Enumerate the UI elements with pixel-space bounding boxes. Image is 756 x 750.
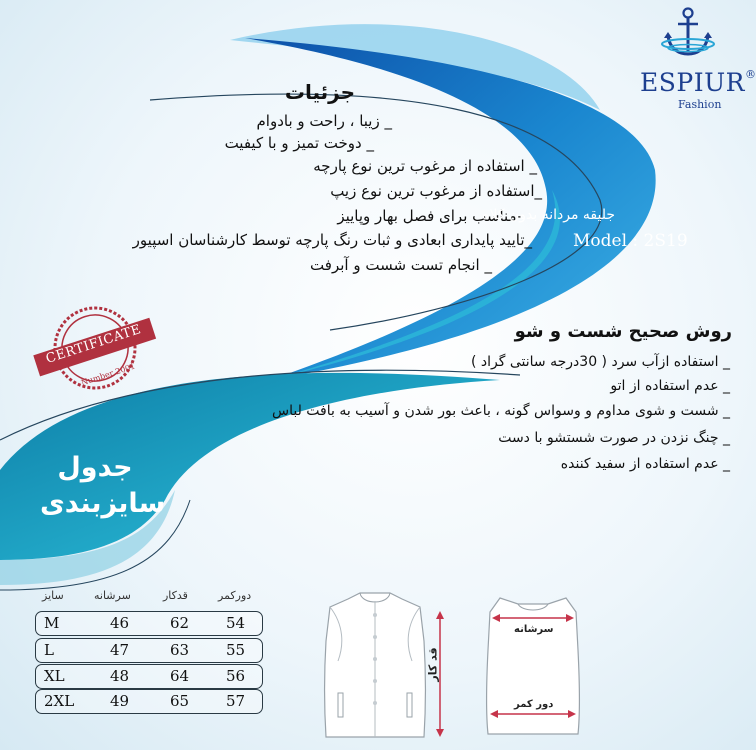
cell-shoulder: 48 bbox=[110, 667, 130, 685]
brand-name bbox=[640, 68, 756, 97]
size-chart-title-line2: سایزبندی bbox=[40, 488, 166, 519]
waist-label: دور کمر bbox=[514, 699, 554, 710]
certificate-label: CERTIFICATE bbox=[44, 322, 144, 367]
cell-waist: 57 bbox=[226, 692, 246, 710]
details-line-1: _ زیبا ، راحت و بادوام bbox=[256, 112, 392, 130]
details-title: جزئیات bbox=[284, 80, 355, 104]
product-title: جلیقه مردانه بدون کلاه bbox=[482, 207, 615, 223]
washing-line-5: _ عدم استفاده از سفید کننده bbox=[560, 456, 730, 472]
anchor-logo-icon bbox=[658, 4, 718, 62]
brand-name-text: ESPIUR bbox=[640, 68, 745, 97]
washing-line-2: _ عدم استفاده از اتو bbox=[610, 378, 730, 394]
header-length: قدکار bbox=[163, 589, 188, 602]
washing-title: روش صحیح شست و شو bbox=[514, 321, 732, 342]
cell-length: 62 bbox=[170, 614, 190, 632]
cell-size: L bbox=[44, 641, 54, 659]
cell-length: 65 bbox=[170, 692, 190, 710]
cell-waist: 54 bbox=[226, 614, 246, 632]
length-label: قد کار bbox=[426, 647, 440, 682]
brand-subtitle: Fashion bbox=[678, 98, 722, 111]
cell-size: M bbox=[44, 614, 60, 632]
cell-waist: 56 bbox=[226, 667, 246, 685]
shoulder-label: سرشانه bbox=[514, 624, 554, 635]
details-line-6: _تایید پایداری ابعادی و ثبات رنگ پارچه توسط کارشناسان اسپیور bbox=[132, 231, 532, 249]
details-section bbox=[285, 80, 355, 108]
washing-line-1: _ استفاده ازآب سرد ( 30درجه سانتی گراد ) bbox=[471, 354, 730, 370]
header-shoulder: سرشانه bbox=[94, 589, 131, 602]
details-line-2: _ دوخت تمیز و با کیفیت bbox=[224, 134, 374, 152]
size-chart-title bbox=[40, 450, 166, 522]
cell-length: 63 bbox=[170, 641, 190, 659]
vest-back-diagram bbox=[478, 590, 588, 740]
washing-line-4: _ چنگ نزدن در صورت شستشو با دست bbox=[498, 430, 730, 446]
header-waist: دورکمر bbox=[218, 589, 252, 602]
header-size: سایز bbox=[42, 589, 64, 602]
size-chart-title-line1: جدول bbox=[57, 452, 133, 483]
cell-size: 2XL bbox=[44, 692, 75, 710]
details-line-7: _ انجام تست شست و آبرفت bbox=[310, 256, 492, 274]
cell-shoulder: 49 bbox=[110, 692, 130, 710]
cell-length: 64 bbox=[170, 667, 190, 685]
cell-shoulder: 46 bbox=[110, 614, 130, 632]
cell-shoulder: 47 bbox=[110, 641, 130, 659]
details-line-4: _استفاده از مرغوب ترین نوع زیپ bbox=[330, 182, 542, 200]
table-row bbox=[35, 611, 263, 636]
product-model: Model : 2S19 bbox=[573, 231, 688, 251]
table-row bbox=[35, 689, 263, 714]
table-row bbox=[35, 638, 263, 663]
cell-size: XL bbox=[44, 667, 65, 685]
certificate-number: Number 2001 bbox=[79, 361, 137, 388]
details-line-3: _ استفاده از مرغوب ترین نوع پارچه bbox=[313, 157, 537, 175]
brand-registered-mark: ® bbox=[744, 68, 756, 81]
details-line-5: -مناسب برای فصل بهار وپاییز bbox=[337, 207, 522, 225]
table-row bbox=[35, 664, 263, 689]
washing-line-3: _ شست و شوی مداوم و وسواس گونه ، باعث بور شدن و آسیب به بافت لباس bbox=[271, 403, 730, 419]
cell-waist: 55 bbox=[226, 641, 246, 659]
